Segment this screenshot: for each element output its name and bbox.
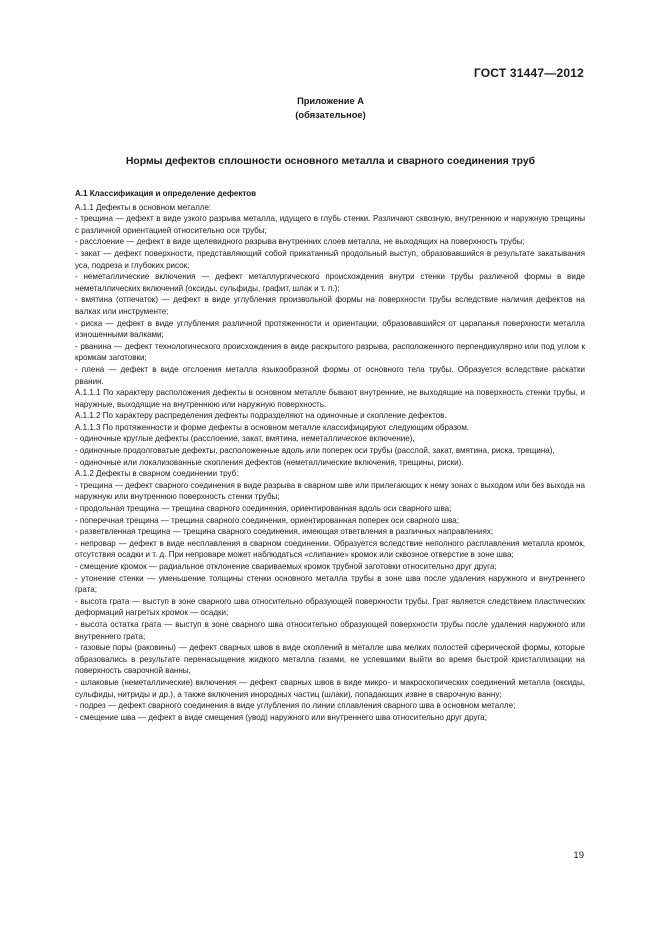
page-number: 19 <box>573 850 584 861</box>
paragraph: - утонение стенки — уменьшение толщины стенки основного металла трубы в зоне шва после удаления наружного и внутреннего грата; <box>75 573 585 595</box>
paragraph: - смещение кромок — радиальное отклонение свариваемых кромок трубной заготовки относительно друг друга; <box>75 562 497 571</box>
paragraph: - высота грата — выступ в зоне сварного шва относительно образующей поверхности трубы. Грат является следствием пластических деформаций нагретых кромок — осадки; <box>75 596 585 618</box>
paragraph: - смещение шва — дефект в виде смещения (увод) наружного или внутреннего шва относительно друг друга; <box>75 712 487 722</box>
paragraph: А.1.1.2 По характеру распределения дефекты подразделяют на одиночные и скопление дефектов. <box>75 411 447 421</box>
paragraph: - трещина — дефект сварного соединения в виде разрыва в сварном шве или прилегающих к нему зонах с выходом или без выхода на наружную или внутреннюю поверхность стенки трубы; <box>75 480 585 502</box>
document-body <box>75 188 585 723</box>
standard-code: ГОСТ 31447—2012 <box>473 66 584 80</box>
paragraph: - рванина — дефект технологического происхождения в виде раскрытого разрыва, расположенного перпендикулярно или под углом к кромкам заготовки; <box>75 341 585 363</box>
paragraph: - поперечная трещина — трещина сварного соединения, ориентированная поперек оси сварного шва; <box>75 515 459 525</box>
paragraph: А.1.1 Дефекты в основном металле: <box>75 202 212 212</box>
paragraph: - одиночные продолговатые дефекты, расположенные вдоль или поперек оси трубы (расслой, закат, вмятина, риска, трещина), <box>75 446 555 456</box>
paragraph: - непровар — дефект в виде несплавления в сварном соединении. Образуется вследствие неполного расплавления металла кромок, отсутствия осадки и т. д. При непроваре может наблюдаться «слипание» кромок или сквозное отверстие в зоне шва; <box>75 538 585 560</box>
paragraph: - газовые поры (раковины) — дефект сварных швов в виде скоплений в металле шва мелких полостей сферической формы, которые образовались в результате перенасыщения жидкого металла газами, не успевшими выйти во время быстрой кристаллизации на поверхность сварочной ванны, <box>75 643 585 676</box>
paragraph: - неметаллические включения — дефект металлургического происхождения внутри стенки трубы различной формы в виде неметаллических включений (оксиды, сульфиды, графит, шлак и т. п.); <box>75 272 585 293</box>
paragraph: А.1.2 Дефекты в сварном соединении труб: <box>75 469 239 479</box>
paragraph: - высота остатка грата — выступ в зоне сварного шва относительно образующей поверхности трубы после удаления наружного или внутреннего грата; <box>75 619 585 641</box>
paragraph: - разветвленная трещина — трещина сварного соединения, имеющая ответвления в различных направлениях; <box>75 527 494 537</box>
appendix-status: (обязательное) <box>295 110 366 120</box>
paragraph: - трещина — дефект в виде узкого разрыва металла, идущего в глубь стенки. Различают сквозную, внутреннюю и наружную трещины с различной ориентацией относительно оси трубы; <box>75 214 585 235</box>
paragraph: - шлаковые (неметаллические) включения — дефект сварных швов в виде микро- и макроскопических соединений металла (оксиды, сульфиды, нитриды и др.), а также включения инородных частиц (шлаки), попадающих извне в сварочную ванну; <box>75 677 585 699</box>
paragraph-list <box>75 202 585 724</box>
paragraph: - одиночные круглые дефекты (расслоение, закат, вмятина, неметаллическое включение), <box>75 434 415 444</box>
paragraph: - подрез — дефект сварного соединения в виде углубления по линии сплавления сварного шва в основном металле; <box>75 701 516 711</box>
paragraph: - закат — дефект поверхности, представляющий собой прикатанный продольный выступ, образовавшийся в результате закатывания уса, подреза и глубоких рисок; <box>75 248 585 270</box>
section-title: А.1 Классификация и определение дефектов <box>75 189 257 198</box>
appendix-label: Приложение А <box>297 96 364 106</box>
paragraph: - расслоение — дефект в виде щелевидного разрыва внутренних слоев металла, не выходящих на поверхность трубы; <box>75 237 525 247</box>
paragraph: - вмятина (отпечаток) — дефект в виде углубления произвольной формы на поверхности трубы вследствие наличия дефектов на валках или инструменте; <box>75 295 585 316</box>
paragraph: - одиночные или локализованные скопления дефектов (неметаллические включения, трещины, риски). <box>75 457 464 467</box>
document-title: Нормы дефектов сплошности основного металла и сварного соединения труб <box>125 156 536 167</box>
paragraph: - продольная трещина — трещина сварного соединения, ориентированная вдоль оси сварного шва; <box>75 504 452 514</box>
paragraph: - риска — дефект в виде углубления различной протяженности и ориентации, образовавшийся от царапанья поверхности металла изношенными валками; <box>75 318 585 340</box>
appendix-heading <box>0 94 661 122</box>
paragraph: - плена — дефект в виде отслоения металла языкообразной формы от основного тела трубы. Образуется вследствие раскатки рванин. <box>75 364 585 386</box>
paragraph: А.1.1.3 По протяженности и форме дефекты в основном металле классифицируют следующим образом. <box>75 422 470 432</box>
paragraph: А.1.1.1 По характеру расположения дефекты в основном металле бывают внутренние, не выходящие на поверхность стенки трубы, и наружные, выходящие на внутреннюю или наружную поверхность. <box>75 388 585 409</box>
